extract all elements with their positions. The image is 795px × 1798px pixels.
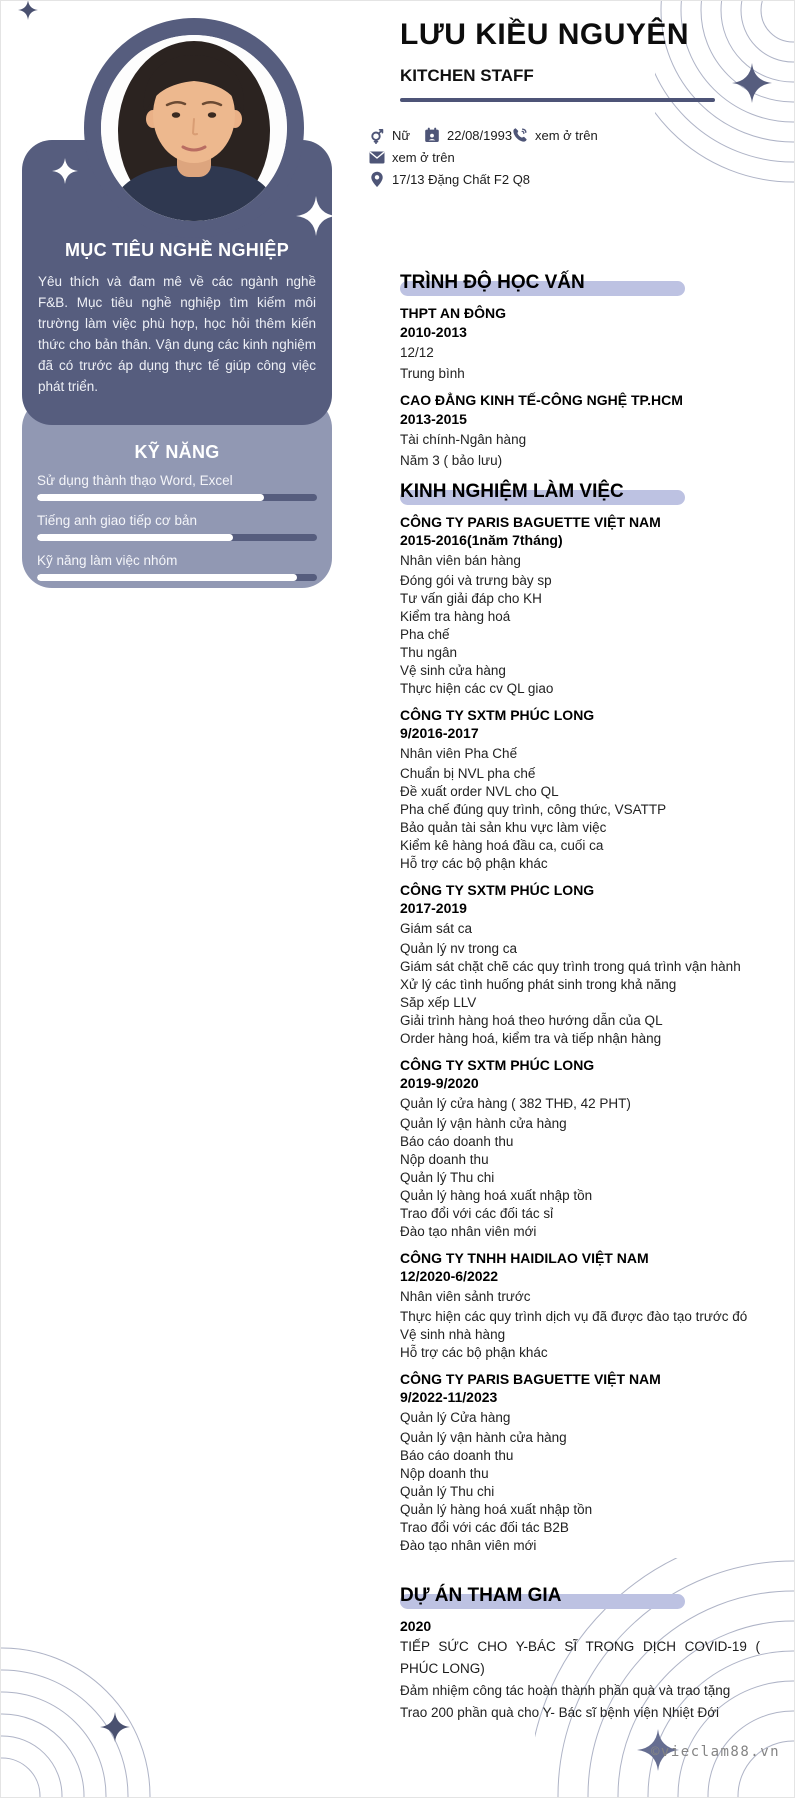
job-duty: Xử lý các tình huống phát sinh trong khả năng bbox=[400, 977, 677, 992]
company-name: CÔNG TY TNHH HAIDILAO VIỆT NAM bbox=[400, 1250, 649, 1266]
skill-item bbox=[37, 512, 317, 541]
job-entry bbox=[400, 1056, 760, 1241]
job-duty: Pha chế bbox=[400, 627, 450, 642]
job-role: Nhân viên bán hàng bbox=[400, 553, 521, 568]
skill-item bbox=[37, 472, 317, 501]
job-duty: Trao đổi với các đối tác B2B bbox=[400, 1520, 569, 1535]
job-duty: Hỗ trợ các bộ phận khác bbox=[400, 1345, 548, 1360]
company-name: CÔNG TY SXTM PHÚC LONG bbox=[400, 1057, 595, 1073]
skill-bar bbox=[37, 494, 317, 501]
job-duty: Hỗ trợ các bộ phận khác bbox=[400, 856, 548, 871]
job-duty: Pha chế đúng quy trình, công thức, VSATTP bbox=[400, 802, 667, 817]
job-duty: Quản lý hàng hoá xuất nhập tồn bbox=[400, 1502, 593, 1517]
job-entry bbox=[400, 1249, 760, 1362]
skill-label: Sử dụng thành thạo Word, Excel bbox=[37, 473, 233, 488]
job-entry bbox=[400, 881, 760, 1048]
job-role: Quản lý Cửa hàng bbox=[400, 1410, 511, 1425]
objective-text: Yêu thích và đam mê về các ngành nghề F&B. Mục tiêu nghề nghiệp tìm kiếm môi trường làm việc phù hợp, học hỏi thêm kiến thức cho bản thân. Vận dụng các kinh nghiệm đã có trước áp dụng thực tế giúp công việc phát triển. bbox=[38, 274, 316, 395]
job-entry bbox=[400, 706, 760, 873]
job-role: Quản lý cửa hàng ( 382 THĐ, 42 PHT) bbox=[400, 1096, 631, 1111]
contact-birthday bbox=[424, 127, 512, 143]
education-entry bbox=[400, 391, 760, 471]
job-duty: Quản lý Thu chi bbox=[400, 1170, 495, 1185]
job-role: Nhân viên sảnh trước bbox=[400, 1289, 531, 1304]
job-duty: Đào tạo nhân viên mới bbox=[400, 1538, 537, 1553]
job-duty: Bảo quản tài sản khu vực làm việc bbox=[400, 820, 607, 835]
job-period: 2015-2016(1năm 7tháng) bbox=[400, 532, 563, 548]
education-heading-text: TRÌNH ĐỘ HỌC VẤN bbox=[400, 272, 585, 293]
job-duty: Thực hiện các cv QL giao bbox=[400, 681, 554, 696]
job-duty: Săp xếp LLV bbox=[400, 995, 477, 1010]
skills-card bbox=[22, 398, 332, 588]
company-name: CÔNG TY PARIS BAGUETTE VIỆT NAM bbox=[400, 1371, 661, 1387]
skill-bar-fill bbox=[37, 574, 297, 581]
job-entry bbox=[400, 513, 760, 698]
project-title: TIẾP SỨC CHO Y-BÁC SĨ TRONG DỊCH COVID-19 ( PHÚC LONG) bbox=[400, 1639, 760, 1676]
job-duty: Thực hiện các quy trình dịch vụ đã được đào tạo trước đó bbox=[400, 1309, 748, 1324]
job-duty: Nộp doanh thu bbox=[400, 1152, 489, 1167]
profile-photo-ring bbox=[84, 18, 304, 238]
job-duty: Quản lý nv trong ca bbox=[400, 941, 518, 956]
contact-gender-value: Nữ bbox=[392, 128, 411, 143]
experience-section bbox=[400, 481, 760, 1563]
skill-bar-fill bbox=[37, 494, 264, 501]
projects-heading bbox=[400, 1585, 760, 1607]
job-duty: Vệ sinh cửa hàng bbox=[400, 663, 506, 678]
job-period: 9/2016-2017 bbox=[400, 725, 479, 741]
project-year: 2020 bbox=[400, 1618, 432, 1634]
skill-bar-fill bbox=[37, 534, 233, 541]
education-detail: 12/12 bbox=[400, 345, 434, 360]
contact-address bbox=[369, 171, 530, 188]
job-duty: Giải trình hàng hoá theo hướng dẫn của QL bbox=[400, 1013, 663, 1028]
school-period: 2010-2013 bbox=[400, 324, 467, 340]
education-section bbox=[400, 272, 760, 478]
experience-heading-text: KINH NGHIỆM LÀM VIỆC bbox=[400, 481, 624, 502]
school-name: CAO ĐẲNG KINH TẾ-CÔNG NGHỆ TP.HCM bbox=[400, 392, 683, 408]
contact-phone bbox=[512, 127, 598, 143]
portrait-illustration bbox=[101, 35, 287, 221]
job-duty: Order hàng hoá, kiểm tra và tiếp nhận hàng bbox=[400, 1031, 662, 1046]
education-detail: Trung bình bbox=[400, 366, 465, 381]
job-duty: Kiểm tra hàng hoá bbox=[400, 609, 511, 624]
watermark: ©vieclam88.vn bbox=[651, 1744, 781, 1760]
job-duty: Quản lý vận hành cửa hàng bbox=[400, 1116, 567, 1131]
job-duty: Chuẩn bị NVL pha chế bbox=[400, 766, 536, 781]
job-duty: Thu ngân bbox=[400, 645, 458, 660]
job-duty: Đề xuất order NVL cho QL bbox=[400, 784, 559, 799]
job-role: Nhân viên Pha Chế bbox=[400, 746, 518, 761]
project-detail: Trao 200 phần quà cho Y- Bác sĩ bệnh viện Nhiệt Đới bbox=[400, 1705, 720, 1720]
job-duty: Báo cáo doanh thu bbox=[400, 1134, 514, 1149]
contact-birthday-value: 22/08/1993 bbox=[447, 127, 513, 143]
skills-heading: KỸ NĂNG bbox=[134, 442, 220, 462]
job-period: 9/2022-11/2023 bbox=[400, 1389, 498, 1405]
education-heading bbox=[400, 272, 760, 294]
education-entry bbox=[400, 304, 760, 384]
job-duty: Vệ sinh nhà hàng bbox=[400, 1327, 506, 1342]
skills-list bbox=[37, 472, 317, 581]
job-duty: Báo cáo doanh thu bbox=[400, 1448, 514, 1463]
job-duty: Nộp doanh thu bbox=[400, 1466, 489, 1481]
skill-label: Tiếng anh giao tiếp cơ bản bbox=[37, 513, 197, 528]
sparkle-icon bbox=[296, 196, 336, 236]
phone-icon bbox=[512, 127, 528, 143]
objective-heading: MỤC TIÊU NGHỀ NGHIỆP bbox=[64, 240, 289, 260]
sparkle-icon bbox=[52, 158, 78, 184]
header-divider bbox=[400, 98, 715, 102]
school-name: THPT AN ĐÔNG bbox=[400, 305, 507, 321]
job-title: KITCHEN STAFF bbox=[400, 66, 534, 85]
sparkle-icon bbox=[100, 1712, 130, 1742]
sparkle-icon bbox=[732, 63, 772, 103]
contact-email bbox=[369, 150, 455, 165]
contact-address-value: 17/13 Đặng Chất F2 Q8 bbox=[392, 172, 531, 187]
job-duty: Quản lý vận hành cửa hàng bbox=[400, 1430, 567, 1445]
job-duty: Đào tạo nhân viên mới bbox=[400, 1224, 537, 1239]
sparkle-icon bbox=[18, 0, 38, 20]
job-duty: Giám sát chặt chẽ các quy trình trong quá trình vận hành bbox=[400, 959, 741, 974]
corner-arcs-bottom-left bbox=[0, 1628, 170, 1798]
company-name: CÔNG TY SXTM PHÚC LONG bbox=[400, 707, 595, 723]
job-period: 2017-2019 bbox=[400, 900, 467, 916]
skill-bar bbox=[37, 534, 317, 541]
contact-email-value: xem ở trên bbox=[392, 150, 455, 165]
skill-item bbox=[37, 552, 317, 581]
job-duty: Tư vấn giải đáp cho KH bbox=[400, 591, 542, 606]
contact-gender bbox=[369, 127, 410, 144]
location-pin-icon bbox=[369, 171, 385, 188]
school-period: 2013-2015 bbox=[400, 411, 467, 427]
job-period: 12/2020-6/2022 bbox=[400, 1268, 499, 1284]
job-duty: Trao đổi với các đối tác sỉ bbox=[400, 1206, 554, 1221]
education-detail: Năm 3 ( bảo lưu) bbox=[400, 453, 503, 468]
experience-heading bbox=[400, 481, 760, 503]
education-detail: Tài chính-Ngân hàng bbox=[400, 432, 527, 447]
job-duty: Đóng gói và trưng bày sp bbox=[400, 573, 552, 588]
job-period: 2019-9/2020 bbox=[400, 1075, 479, 1091]
job-entry bbox=[400, 1370, 760, 1555]
job-duty: Quản lý hàng hoá xuất nhập tồn bbox=[400, 1188, 593, 1203]
company-name: CÔNG TY SXTM PHÚC LONG bbox=[400, 882, 595, 898]
company-name: CÔNG TY PARIS BAGUETTE VIỆT NAM bbox=[400, 514, 661, 530]
projects-section bbox=[400, 1585, 760, 1724]
projects-heading-text: DỰ ÁN THAM GIA bbox=[400, 1585, 562, 1606]
project-detail: Đảm nhiệm công tác hoàn thành phần quà và trao tặng bbox=[400, 1683, 731, 1698]
profile-photo bbox=[101, 35, 287, 221]
calendar-icon bbox=[424, 127, 440, 143]
skill-bar bbox=[37, 574, 317, 581]
contact-phone-value: xem ở trên bbox=[535, 127, 598, 143]
job-duty: Quản lý Thu chi bbox=[400, 1484, 495, 1499]
mail-icon bbox=[369, 151, 385, 164]
page-title: LƯU KIỀU NGUYÊN bbox=[400, 18, 690, 51]
job-role: Giám sát ca bbox=[400, 921, 473, 936]
skill-label: Kỹ năng làm việc nhóm bbox=[37, 553, 178, 568]
gender-icon bbox=[369, 127, 385, 144]
job-duty: Kiểm kê hàng hoá đầu ca, cuối ca bbox=[400, 838, 604, 853]
